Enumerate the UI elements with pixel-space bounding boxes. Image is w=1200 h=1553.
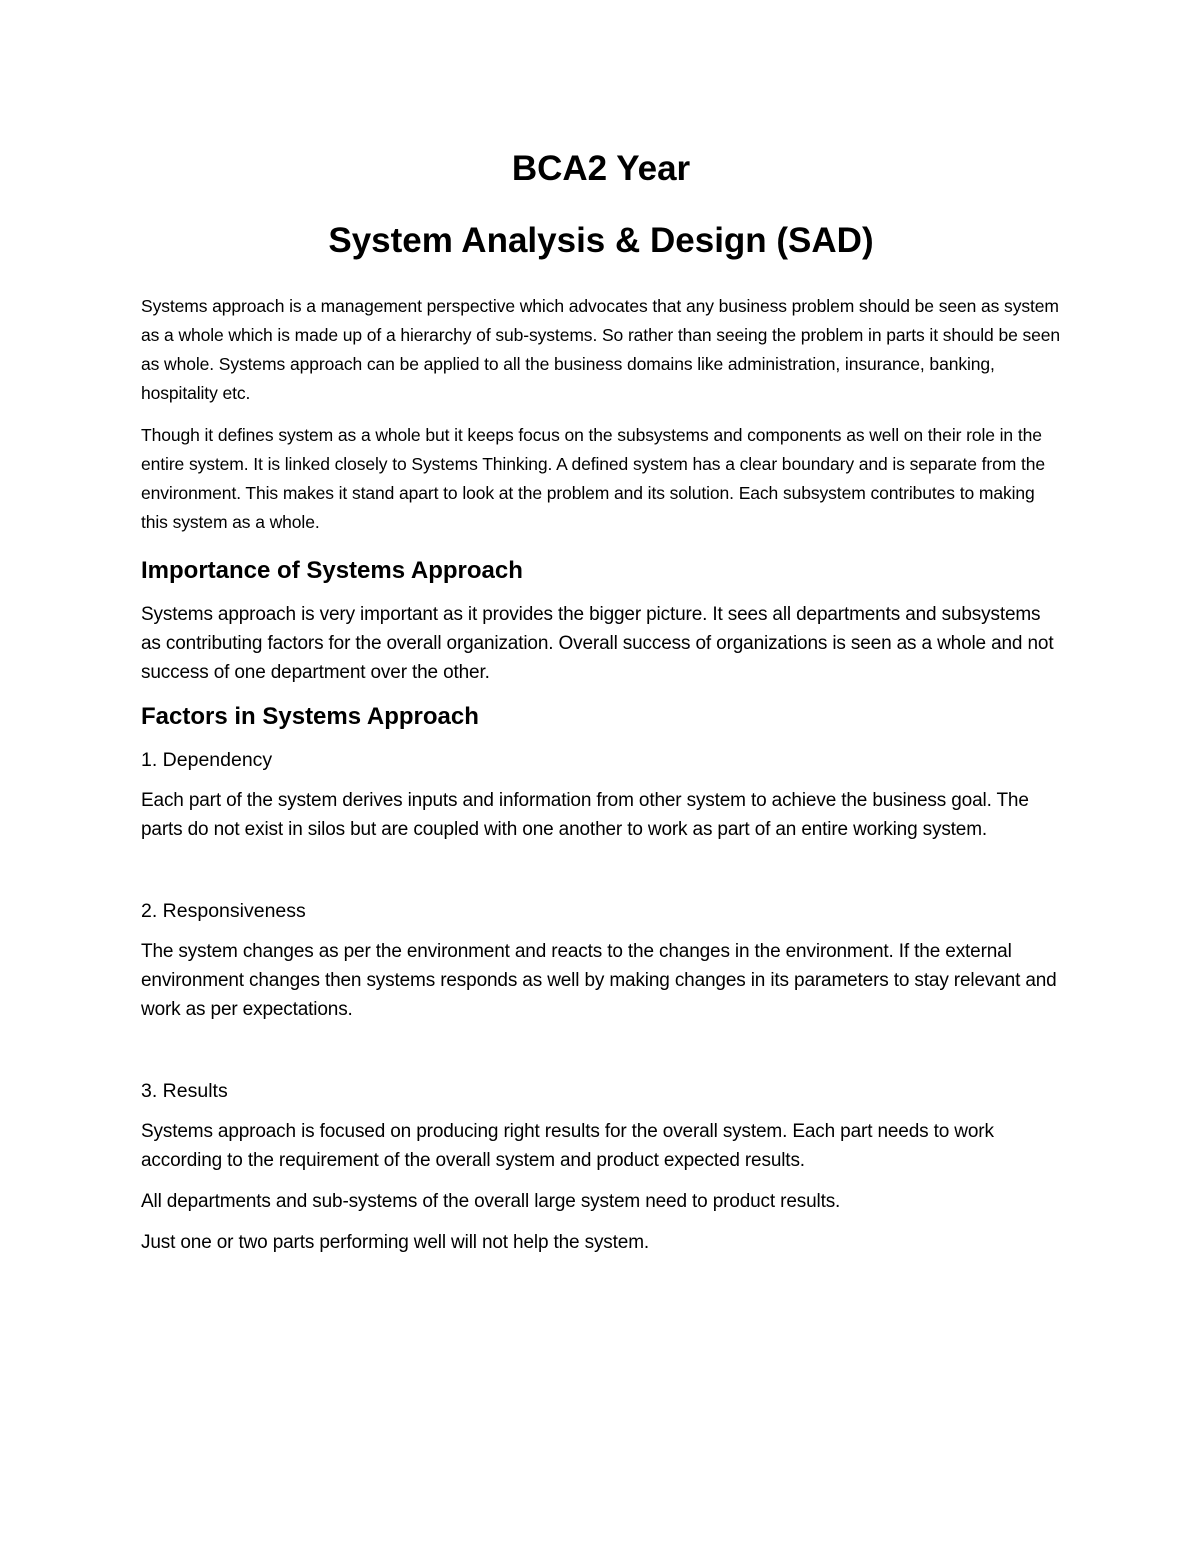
intro-paragraph: Systems approach is a management perspective which advocates that any business problem should be seen as system as a whole which is made up of a hierarchy of sub-systems. So rather than seeing the problem in parts it should be seen as whole. Systems approach can be applied to all the business domains like administration, insurance, banking, hospitality etc. [141, 296, 1061, 403]
importance-paragraph: Systems approach is very important as it provides the bigger picture. It sees all departments and subsystems as contributing factors for the overall organization. Overall success of organizations is seen as a whole and not success of one department over the other. [141, 604, 1054, 683]
factor-title: 2. Responsiveness [141, 900, 306, 922]
section-heading-factors: Factors in Systems Approach [141, 703, 479, 730]
factor-description: The system changes as per the environment and reacts to the changes in the environment. If the external environment changes then systems responds as well by making changes in its parameters to stay relevant and work as per expectations. [141, 941, 1057, 1020]
factor-description: Systems approach is focused on producing right results for the overall system. Each part needs to work according to the requirement of the overall system and product expected results. [141, 1121, 994, 1171]
intro-paragraph: Though it defines system as a whole but it keeps focus on the subsystems and components as well on their role in the entire system. It is linked closely to Systems Thinking. A defined system has a clear boundary and is separate from the environment. This makes it stand apart to look at the problem and its solution. Each subsystem contributes to making this system as a whole. [141, 425, 1046, 532]
factor-item-results [141, 1077, 1061, 1175]
document-subtitle: System Analysis & Design (SAD) [328, 221, 874, 260]
closing-line: Just one or two parts performing well will not help the system. [141, 1232, 649, 1253]
factor-description: Each part of the system derives inputs and information from other system to achieve the business goal. The parts do not exist in silos but are coupled with one another to work as part of an entire working system. [141, 790, 1029, 840]
factor-title: 1. Dependency [141, 749, 273, 771]
closing-line: All departments and sub-systems of the overall large system need to product results. [141, 1191, 841, 1212]
section-heading-importance: Importance of Systems Approach [141, 557, 523, 584]
document-content [141, 146, 1061, 1257]
factor-title: 3. Results [141, 1080, 228, 1102]
document-title: BCA2 Year [511, 149, 691, 188]
factor-item-dependency [141, 746, 1061, 844]
factor-item-responsiveness [141, 897, 1061, 1024]
